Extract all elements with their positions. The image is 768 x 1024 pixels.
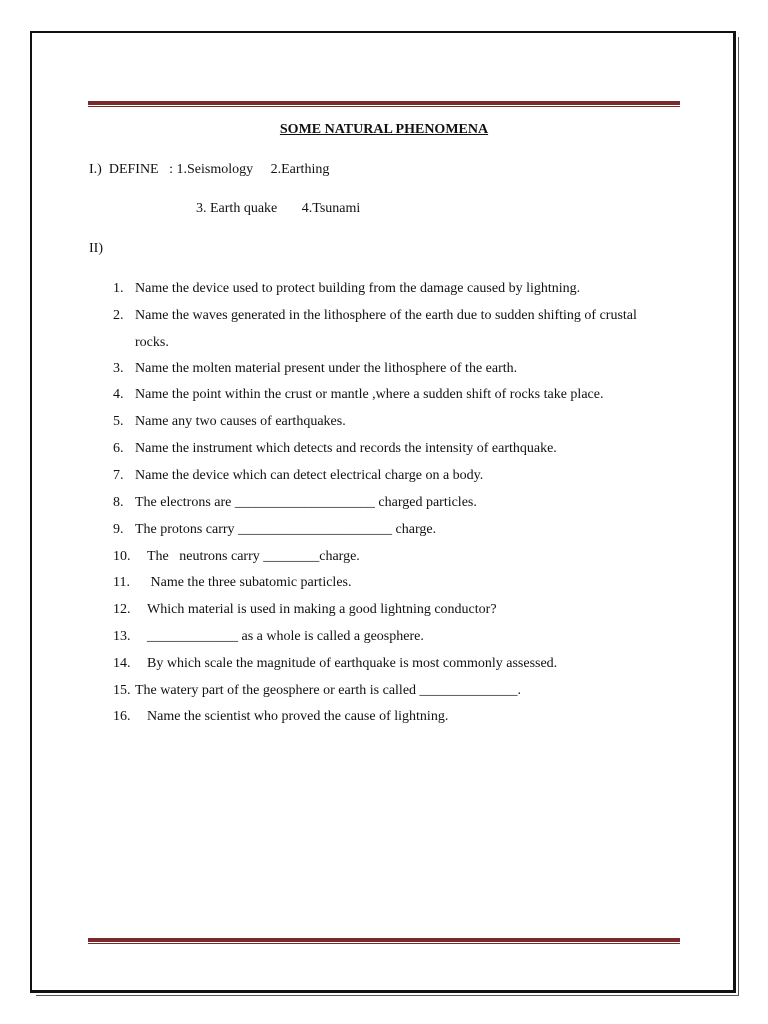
- question-item: [113, 709, 448, 725]
- question-item: [113, 495, 477, 511]
- question-item: [113, 683, 521, 699]
- question-text: The electrons are ____________________ charged particles.: [135, 495, 477, 510]
- question-item: [113, 308, 637, 324]
- question-number: 14.: [113, 656, 131, 671]
- term-earth-quake: 3. Earth quake: [196, 201, 278, 216]
- question-item: [113, 414, 346, 430]
- question-continuation: rocks.: [135, 335, 169, 350]
- question-text: By which scale the magnitude of earthquake is most commonly assessed.: [147, 656, 558, 671]
- term-tsunami: 4.Tsunami: [301, 201, 361, 216]
- question-text: Name the three subatomic particles.: [147, 575, 352, 590]
- question-number: 13.: [113, 629, 131, 644]
- term-seismology: 1.Seismology: [176, 162, 254, 177]
- question-number: 12.: [113, 602, 131, 617]
- question-number: 3.: [113, 361, 124, 376]
- top-divider: [88, 101, 680, 107]
- question-text: Name the waves generated in the lithosphere of the earth due to sudden shifting of crustal: [135, 308, 637, 323]
- question-item: [113, 387, 603, 403]
- section-1-label: I.): [89, 162, 102, 177]
- question-item: [113, 522, 436, 538]
- question-number: 7.: [113, 468, 124, 483]
- define-row-2: [196, 201, 360, 217]
- question-text: Name the scientist who proved the cause of lightning.: [147, 709, 449, 724]
- question-item: [113, 468, 483, 484]
- question-item: [113, 629, 424, 645]
- question-number: 15.: [113, 683, 131, 698]
- question-item: [113, 575, 351, 591]
- question-item: [113, 656, 557, 672]
- question-number: 8.: [113, 495, 124, 510]
- question-text: Which material is used in making a good lightning conductor?: [147, 602, 497, 617]
- define-row-1: [89, 162, 329, 178]
- question-text: The watery part of the geosphere or earth is called ______________.: [135, 683, 522, 698]
- question-number: 16.: [113, 709, 131, 724]
- question-item: [113, 281, 580, 297]
- question-number: 6.: [113, 441, 124, 456]
- question-text: _____________ as a whole is called a geosphere.: [147, 629, 424, 644]
- question-text: Name any two causes of earthquakes.: [135, 414, 346, 429]
- question-item: [113, 549, 360, 565]
- question-text: The neutrons carry ________charge.: [147, 549, 360, 564]
- question-text: Name the molten material present under the lithosphere of the earth.: [135, 361, 518, 376]
- question-text: Name the instrument which detects and records the intensity of earthquake.: [135, 441, 557, 456]
- question-number: 2.: [113, 308, 124, 323]
- term-earthing: 2.Earthing: [270, 162, 330, 177]
- bottom-divider: [88, 938, 680, 944]
- question-number: 4.: [113, 387, 124, 402]
- question-number: 11.: [113, 575, 130, 590]
- question-text: Name the point within the crust or mantle ,where a sudden shift of rocks take place.: [135, 387, 604, 402]
- question-item: [113, 441, 557, 457]
- question-text: The protons carry ______________________ charge.: [135, 522, 437, 537]
- question-text: Name the device used to protect building from the damage caused by lightning.: [135, 281, 581, 296]
- section-2-label: II): [89, 241, 103, 256]
- question-number: 1.: [113, 281, 124, 296]
- question-number: 9.: [113, 522, 124, 537]
- question-item: [113, 602, 497, 618]
- define-label: DEFINE :: [108, 162, 173, 177]
- question-text: Name the device which can detect electrical charge on a body.: [135, 468, 484, 483]
- question-number: 10.: [113, 549, 131, 564]
- question-number: 5.: [113, 414, 124, 429]
- question-item: [113, 361, 517, 377]
- page-title: SOME NATURAL PHENOMENA: [279, 122, 489, 137]
